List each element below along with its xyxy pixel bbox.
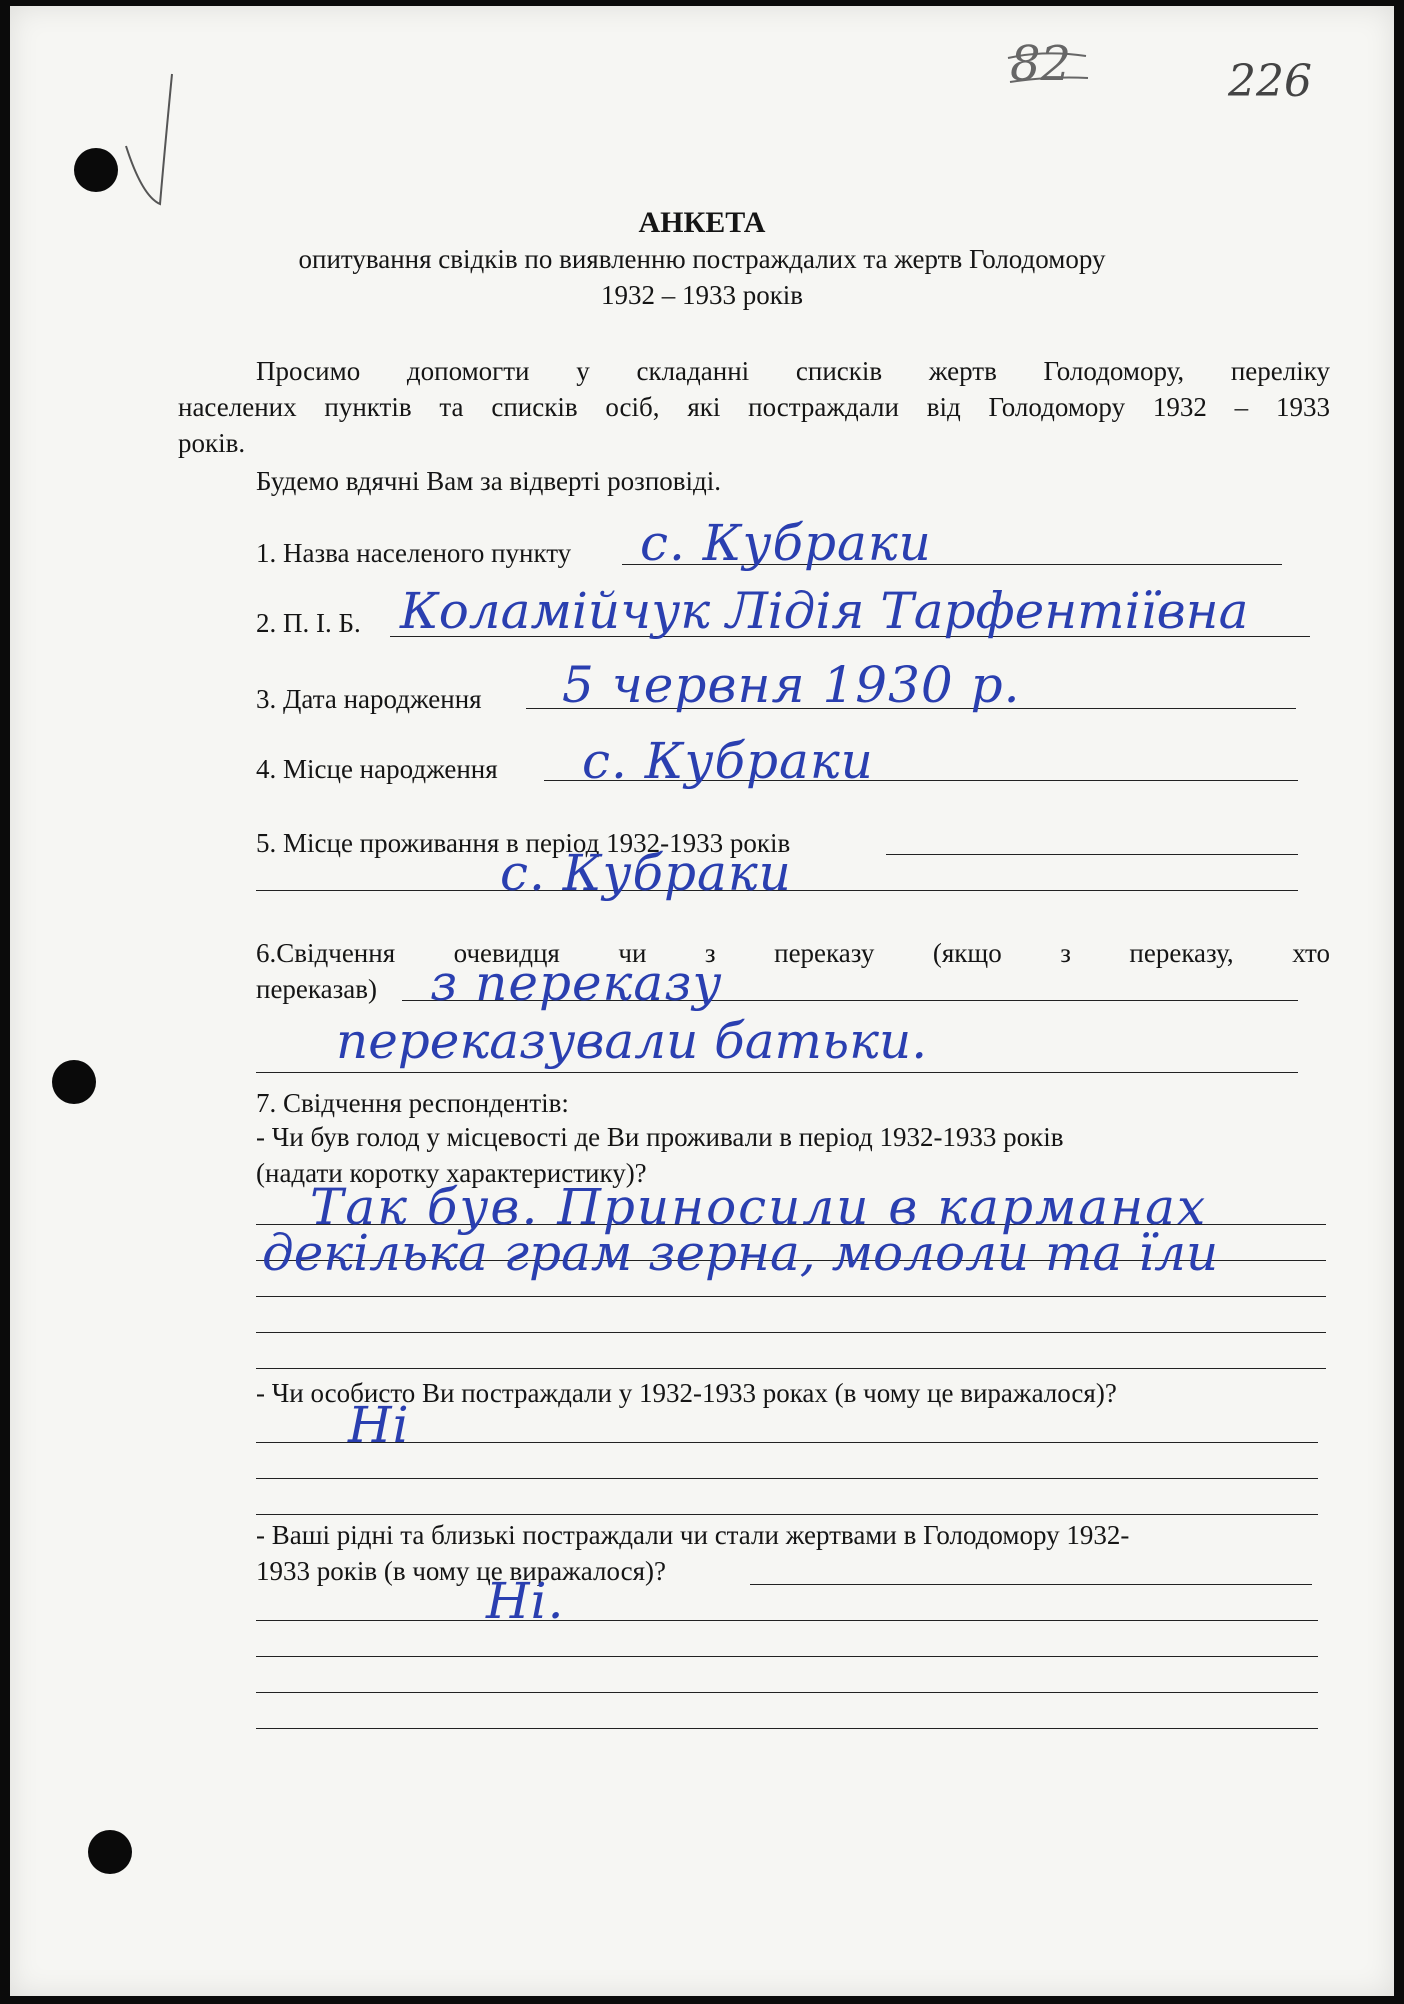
intro-line2: населених пунктів та списків осіб, які постраждали від Голодомору 1932 – 1933 xyxy=(178,392,1330,422)
settlement-value: с. Кубраки xyxy=(640,514,932,572)
testimony-line1: 6.Свідчення очевидця чи з переказу (якщо з переказу, хто xyxy=(256,938,1330,968)
residence-label: 5. Місце проживання в період 1932-1933 років xyxy=(256,828,791,858)
q2-answer-line3 xyxy=(256,1514,1318,1515)
q1-answer-line3 xyxy=(256,1296,1326,1297)
q1-answer-line4 xyxy=(256,1332,1326,1333)
a3-value: Ні. xyxy=(486,1572,565,1630)
q3-line1: - Ваші рідні та близькі постраждали чи стали жертвами в Голодомору 1932- xyxy=(256,1520,1130,1550)
a1-line2: декілька грам зерна, мололи та їли xyxy=(262,1224,1219,1282)
birth-place-value: с. Кубраки xyxy=(582,732,874,790)
settlement-label: 1. Назва населеного пункту xyxy=(256,538,572,568)
punch-hole-middle xyxy=(52,1060,96,1104)
q2-answer-line1 xyxy=(256,1442,1318,1443)
page-number: 226 xyxy=(1228,56,1312,107)
q3-answer-line5 xyxy=(256,1728,1318,1729)
birth-date-label: 3. Дата народження xyxy=(256,684,482,714)
q3-answer-line4 xyxy=(256,1692,1318,1693)
q3-answer-line1 xyxy=(750,1584,1312,1585)
name-label: 2. П. І. Б. xyxy=(256,608,361,638)
birth-date-value: 5 червня 1930 р. xyxy=(562,656,1021,714)
form-subtitle-line1: опитування свідків по виявленню постраждалих та жертв Голодомору xyxy=(298,244,1106,274)
residence-line1 xyxy=(886,854,1298,855)
testimony-value2: переказували батьки. xyxy=(336,1012,928,1070)
testimony-line2: переказав) xyxy=(256,974,377,1004)
intro-line1: Просимо допомогти у складанні списків жертв Голодомору, переліку xyxy=(256,356,1330,386)
q3-line2: 1933 років (в чому це виражалося)? xyxy=(256,1556,667,1586)
punch-hole-bottom xyxy=(88,1830,132,1874)
name-value: Коламійчук Лідія Тарфентіївна xyxy=(400,582,1249,640)
questionnaire-page xyxy=(10,6,1394,1996)
testimony-answer-line2 xyxy=(256,1072,1298,1073)
q3-answer-line2 xyxy=(256,1620,1318,1621)
form-subtitle-line2: 1932 – 1933 років xyxy=(600,280,804,310)
birth-place-label: 4. Місце народження xyxy=(256,754,498,784)
a1-line1: Так був. Приносили в карманах xyxy=(310,1178,1208,1236)
a2-value: Ні xyxy=(348,1396,410,1454)
residence-value: с. Кубраки xyxy=(500,844,792,902)
punch-hole-top xyxy=(74,148,118,192)
strike-mark xyxy=(1004,46,1090,96)
q1-line2: (надати коротку характеристику)? xyxy=(256,1158,647,1188)
q1-line1: - Чи був голод у місцевості де Ви проживали в період 1932-1933 років xyxy=(256,1122,1064,1152)
intro-thanks: Будемо вдячні Вам за відверті розповіді. xyxy=(256,466,722,496)
testimony-value1: з переказу xyxy=(430,954,723,1012)
q3-answer-line3 xyxy=(256,1656,1318,1657)
form-title: АНКЕТА xyxy=(638,206,766,239)
intro-line3: років. xyxy=(178,428,246,458)
crossed-number-text: 82 xyxy=(1010,36,1072,92)
q1-answer-line5 xyxy=(256,1368,1326,1369)
section7-heading: 7. Свідчення респондентів: xyxy=(256,1088,569,1118)
q2-text: - Чи особисто Ви постраждали у 1932-1933 роках (в чому це виражалося)? xyxy=(256,1378,1117,1408)
checkmark-icon xyxy=(120,66,180,206)
q2-answer-line2 xyxy=(256,1478,1318,1479)
